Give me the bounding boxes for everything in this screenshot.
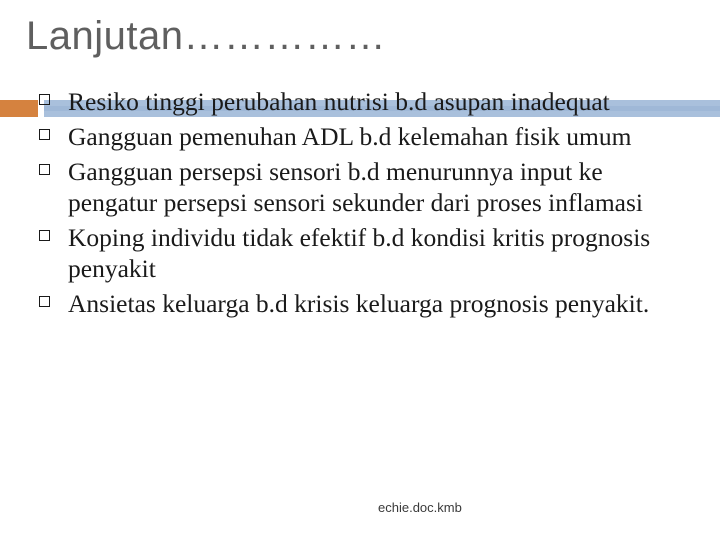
list-item <box>34 86 694 117</box>
list-item-text: Koping individu tidak efektif b.d kondisi kritis prognosis penyakit <box>68 223 651 283</box>
accent-bar-orange <box>0 100 38 117</box>
list-item <box>34 156 694 218</box>
list-item-text: Gangguan persepsi sensori b.d menurunnya input ke pengatur persepsi sensori sekunder dari proses inflamasi <box>68 157 644 217</box>
list-item-text: Resiko tinggi perubahan nutrisi b.d asupan inadequat <box>68 87 610 116</box>
bullet-list <box>34 86 694 323</box>
footer-credit: echie.doc.kmb <box>378 500 462 515</box>
hollow-square-bullet-icon <box>39 296 50 307</box>
list-item-text: Ansietas keluarga b.d krisis keluarga prognosis penyakit. <box>68 289 650 318</box>
hollow-square-bullet-icon <box>39 94 50 105</box>
slide-title: Lanjutan…………… <box>26 14 386 58</box>
list-item <box>34 222 694 284</box>
hollow-square-bullet-icon <box>39 129 50 140</box>
list-item <box>34 288 694 319</box>
list-item-text: Gangguan pemenuhan ADL b.d kelemahan fisik umum <box>68 122 632 151</box>
list-item <box>34 121 694 152</box>
hollow-square-bullet-icon <box>39 164 50 175</box>
hollow-square-bullet-icon <box>39 230 50 241</box>
